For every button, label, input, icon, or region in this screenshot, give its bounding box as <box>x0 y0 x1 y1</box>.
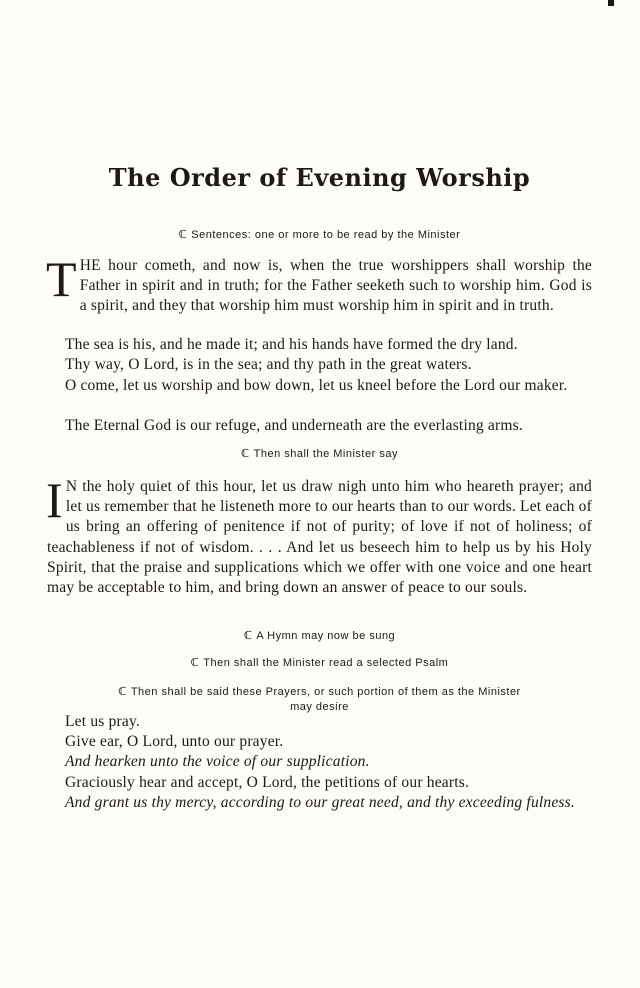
rubric-mark-icon: ℂ <box>241 448 250 460</box>
sentence-line: The sea is his, and he made it; and his hands have formed the dry land. <box>65 336 518 353</box>
rubric-mark-icon: ℂ <box>118 686 127 698</box>
rubric-mark-icon: ℂ <box>178 229 188 241</box>
sentence-line: O come, let us worship and bow down, let us kneel before the Lord our maker. <box>65 377 568 394</box>
page-title: The Order of Evening Worship <box>108 163 531 192</box>
prayer-response-line: And hearken unto the voice of our supplication. <box>65 753 370 770</box>
prayer-line: Give ear, O Lord, unto our prayer. <box>65 733 284 750</box>
rubric-hymn <box>47 629 592 644</box>
drop-cap: I <box>46 472 63 528</box>
rubric-sentences <box>47 228 592 243</box>
rubric-text: A Hymn may now be sung <box>256 630 396 642</box>
prayer-line: Let us pray. <box>65 713 140 730</box>
rubric-text: Then shall be said these Prayers, or such portion of them as the Minister may desire <box>130 686 521 713</box>
drop-cap: T <box>46 251 77 307</box>
prayer-line: Graciously hear and accept, O Lord, the petitions of our hearts. <box>65 774 470 791</box>
rubric-text: Then shall the Minister say <box>253 448 398 460</box>
prayer-response-line: And grant us thy mercy, according to our great need, and thy exceeding fulness. <box>65 794 575 811</box>
rubric-prayers <box>47 685 592 715</box>
invitation-paragraph <box>46 472 592 598</box>
rubric-text: Sentences: one or more to be read by the Minister <box>191 229 461 241</box>
rubric-psalm <box>47 656 592 671</box>
paragraph-text: N the holy quiet of this hour, let us draw nigh unto him who heareth prayer; and let us remember that he listeneth more to our hearts than to our words. Let each of us bring an offering of penitence if not of purity; of love if not of holiness; of teachableness if not of wisdom. . . . And let us beseech him to help us by his Holy Spirit, that the praise and supplications which we offer with one voice and one heart may be acceptable to him, and bring down an answer of peace to our souls. <box>47 478 592 597</box>
rubric-mark-icon: ℂ <box>243 630 253 642</box>
sentence-line: Thy way, O Lord, is in the sea; and thy path in the great waters. <box>65 356 472 373</box>
paragraph-text: HE hour cometh, and now is, when the true worshippers shall worship the Father in spirit and in truth; for the Father seeketh such to worship him. God is a spirit, and they that worship him must worship him in spirit and in truth. <box>79 257 592 315</box>
rubric-mark-icon: ℂ <box>190 657 200 669</box>
page-corner-mark <box>608 0 614 6</box>
sentence-line: The Eternal God is our refuge, and underneath are the everlasting arms. <box>65 417 523 434</box>
rubric-text: Then shall the Minister read a selected Psalm <box>203 657 449 669</box>
rubric-minister-say <box>47 447 592 462</box>
opening-sentence-paragraph <box>46 251 592 317</box>
